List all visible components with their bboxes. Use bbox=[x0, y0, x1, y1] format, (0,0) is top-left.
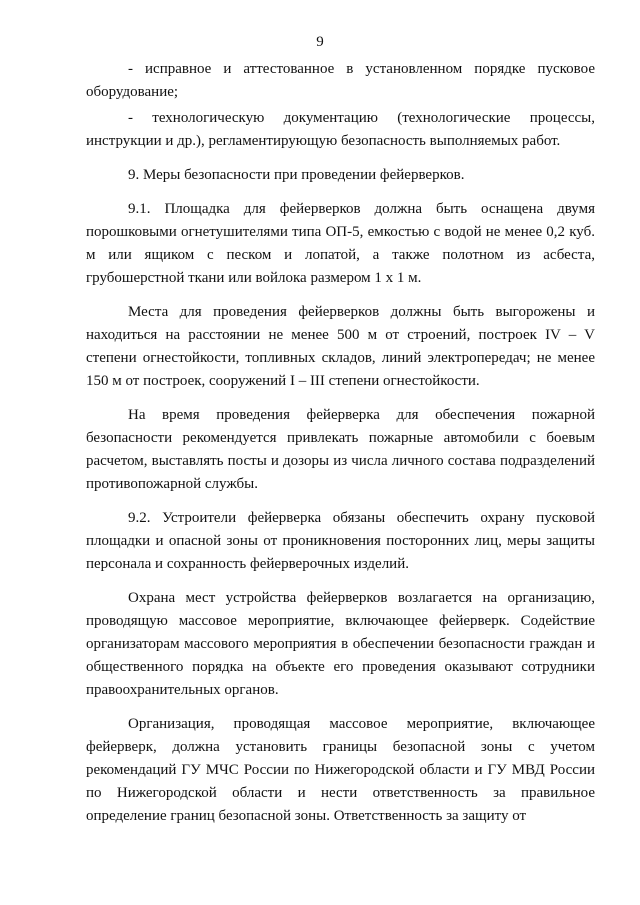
paragraph-9-2-site-protection: 9.2. Устроители фейерверка обязаны обеспечить охрану пусковой площадки и опасной зоны от проникновения посторонних лиц, меры защиты персонала и сохранность фейерверочных изделий. bbox=[86, 510, 595, 572]
section-heading-safety-measures: 9. Меры безопасности при проведении фейерверков. bbox=[128, 167, 465, 183]
paragraph-site-distances: Места для проведения фейерверков должны быть выгорожены и находиться на расстоянии не менее 500 м от строений, построек IV – V степени огнестойкости, топливных складов, линий электропередач; не менее 150 м от построек, сооружений I – III степени огнестойкости. bbox=[86, 304, 595, 389]
paragraph-9-1-site-equipment: 9.1. Площадка для фейерверков должна быть оснащена двумя порошковыми огнетушителями типа ОП-5, емкостью с водой не менее 0,2 куб. м или ящиком с песком и лопатой, а также полотном из асбеста, грубошерстной ткани или войлока размером 1 х 1 м. bbox=[86, 201, 595, 286]
paragraph-guarding-responsibility: Охрана мест устройства фейерверков возлагается на организацию, проводящую массовое мероприятие, включающее фейерверк. Содействие организаторам массового мероприятия в обеспечении безопасности граждан и общественного порядка на объекте его проведения оказывают сотрудники правоохранительных органов. bbox=[86, 590, 595, 698]
paragraph-safe-zone-boundaries: Организация, проводящая массовое мероприятие, включающее фейерверк, должна установить границы безопасной зоны с учетом рекомендаций ГУ МЧС России по Нижегородской области и ГУ МВД России по Нижегородской области и нести ответственность за правильное определение границ безопасной зоны. Ответственность за защиту от bbox=[86, 716, 595, 824]
document-body bbox=[86, 58, 595, 828]
page-number: 9 bbox=[316, 34, 324, 50]
paragraph-fire-safety: На время проведения фейерверка для обеспечения пожарной безопасности рекомендуется привлекать пожарные автомобили с боевым расчетом, выставлять посты и дозоры из числа личного состава подразделений противопожарной службы. bbox=[86, 407, 595, 492]
paragraph-documentation-item: - технологическую документацию (технологические процессы, инструкции и др.), регламентирующую безопасность выполняемых работ. bbox=[86, 110, 595, 149]
paragraph-equipment-item: - исправное и аттестованное в установленном порядке пусковое оборудование; bbox=[86, 61, 595, 100]
